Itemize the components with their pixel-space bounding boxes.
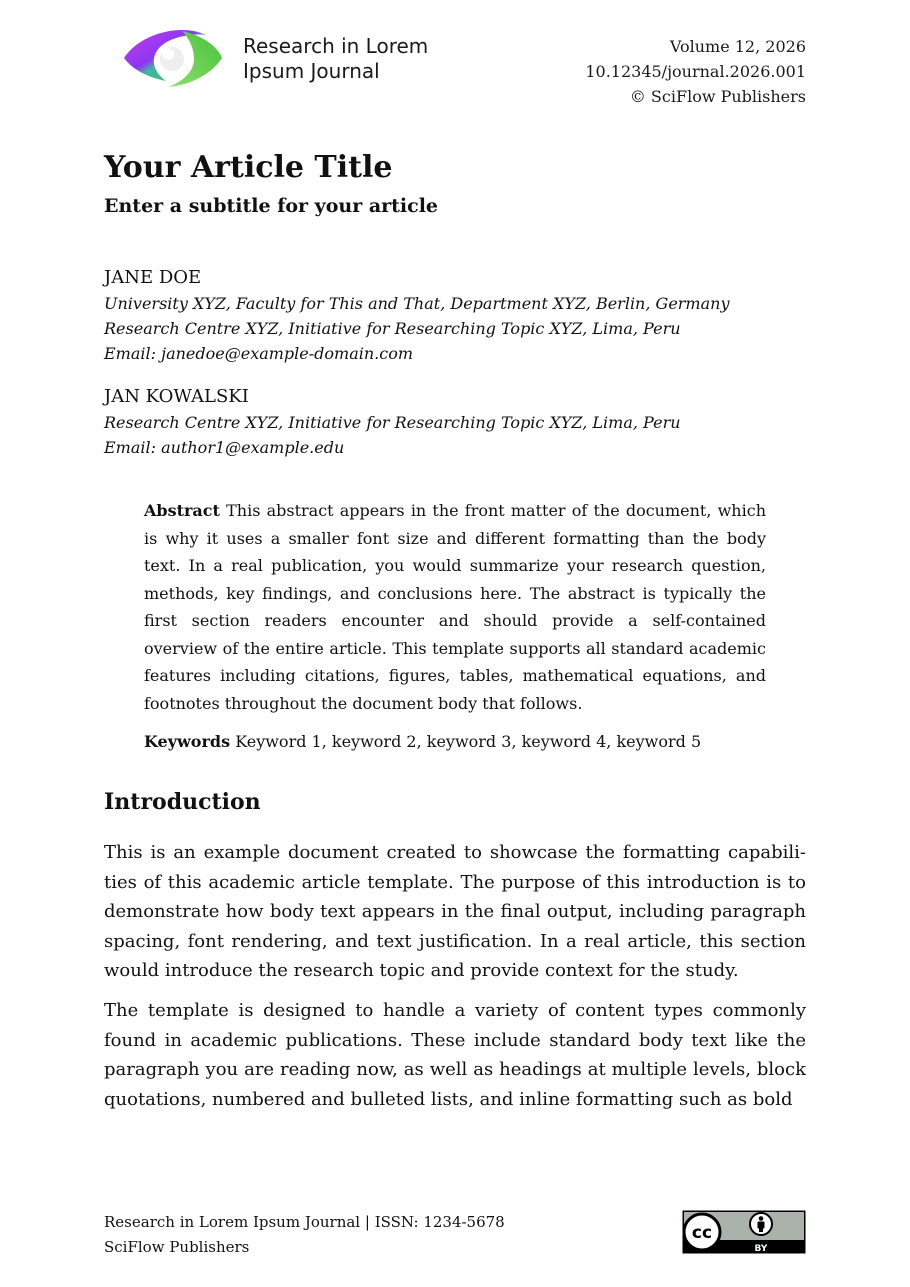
author-block <box>104 384 806 460</box>
doi-label: 10.12345/journal.2026.001 <box>585 62 806 81</box>
author-name: JAN KOWALSKI <box>104 386 249 407</box>
cc-text: cc <box>691 1223 713 1243</box>
journal-name <box>243 34 428 84</box>
author-affiliation: University XYZ, Faculty for This and That, Department XYZ, Berlin, Germany <box>104 294 730 313</box>
author-name: JANE DOE <box>104 267 202 288</box>
page-header <box>104 22 806 112</box>
keywords-label: Keywords <box>144 732 231 751</box>
author-email[interactable]: Email: janedoe@example-domain.com <box>104 344 414 363</box>
keywords <box>144 728 766 755</box>
journal-name-line1: Research in Lorem <box>243 34 429 58</box>
copyright-label: © SciFlow Publishers <box>629 87 806 106</box>
journal-name-line2: Ipsum Journal <box>243 59 380 83</box>
body-paragraph: This is an example document created to showcase the formatting capabilities of this academic article template. The purpose of this introduction is to demonstrate how body text appears in the final output, including paragraph spacing, font rendering, and text justification. In a real article, this section would introduce the research topic and provide context for the study. <box>104 842 806 982</box>
publication-meta <box>585 34 806 109</box>
eye-logo-icon <box>122 27 224 89</box>
abstract-label: Abstract <box>144 501 220 520</box>
article-subtitle: Enter a subtitle for your article <box>104 195 439 217</box>
article-title: Your Article Title <box>104 150 393 185</box>
by-text: BY <box>754 1244 768 1254</box>
footer-journal-issn: Research in Lorem Ipsum Journal | ISSN: 1234-5678 <box>104 1213 505 1231</box>
abstract-text: This abstract appears in the front matter of the document, which is why it uses a smaller font size and different formatting than the body text. In a real publication, you would summarize your research question, methods, key findings, and conclusions here. The abstract is typically the first section readers encounter and should provide a self-contained overview of the entire article. This template supports all standard academic features including citations, figures, tables, mathematical equations, and footnotes throughout the document body that follows. <box>144 501 766 713</box>
cc-by-license-icon[interactable] <box>682 1210 806 1254</box>
keywords-text: Keyword 1, keyword 2, keyword 3, keyword 4, keyword 5 <box>235 732 702 751</box>
author-affiliation: Research Centre XYZ, Initiative for Researching Topic XYZ, Lima, Peru <box>104 413 681 432</box>
body-paragraph: The template is designed to handle a variety of content types commonly found in academic publications. These include standard body text like the paragraph you are reading now, as well as headings at multiple levels, block quotations, numbered and bulleted lists, and inline formatting such as bold <box>104 1000 806 1110</box>
volume-label: Volume 12, 2026 <box>669 37 806 56</box>
abstract <box>144 497 766 717</box>
author-block <box>104 265 806 366</box>
author-affiliation: Research Centre XYZ, Initiative for Researching Topic XYZ, Lima, Peru <box>104 319 681 338</box>
author-email[interactable]: Email: author1@example.edu <box>104 438 345 457</box>
section-heading-introduction: Introduction <box>104 789 261 815</box>
page-footer <box>104 1210 505 1260</box>
footer-publisher: SciFlow Publishers <box>104 1238 250 1256</box>
